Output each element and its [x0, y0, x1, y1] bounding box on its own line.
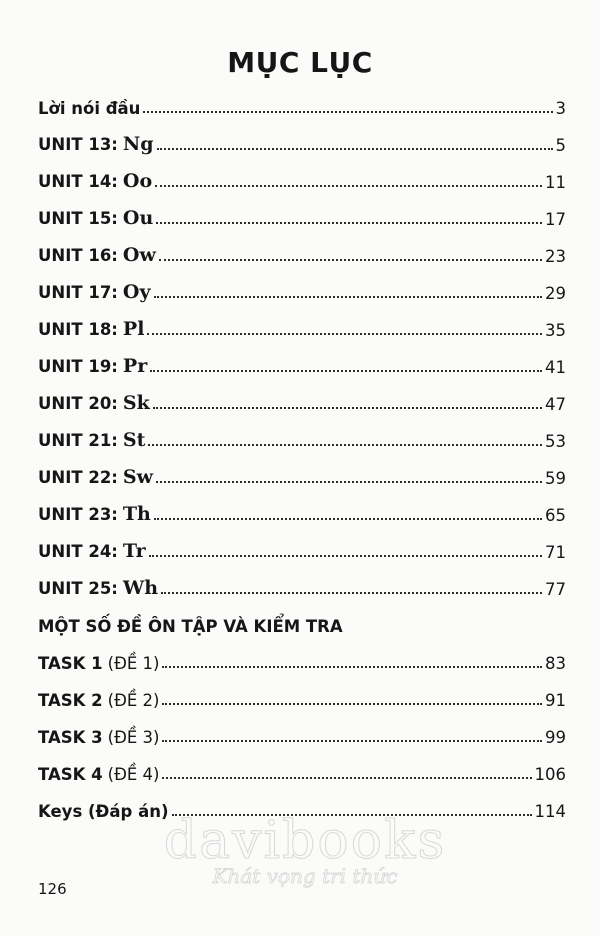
- dot-leader: [148, 443, 542, 446]
- toc-entry-unit: [38, 347, 566, 377]
- toc-page-number: 3: [555, 99, 566, 118]
- dot-leader: [162, 776, 531, 779]
- toc-entry-label: [38, 281, 151, 303]
- dot-leader: [156, 221, 542, 224]
- toc-entry-label: [38, 133, 154, 155]
- dot-leader: [162, 739, 542, 742]
- dot-leader: [153, 406, 542, 409]
- toc-entry-unit: [38, 199, 566, 229]
- toc-entry-unit: [38, 532, 566, 562]
- toc-page-number: 23: [545, 247, 566, 266]
- toc-page-number: 53: [545, 432, 566, 451]
- watermark-slogan: Khát vọng tri thức: [212, 864, 398, 888]
- toc-entry-label: [38, 207, 153, 229]
- toc-page-number: 114: [534, 802, 566, 821]
- unit-prefix: UNIT 19:: [38, 357, 118, 376]
- unit-code: Oo: [122, 170, 153, 192]
- dot-leader: [143, 110, 552, 113]
- task-sub: (ĐỀ 4): [107, 765, 160, 784]
- toc-entry-label: [38, 503, 151, 525]
- dot-leader: [157, 147, 553, 150]
- toc-entry-unit: [38, 421, 566, 451]
- unit-prefix: UNIT 21:: [38, 431, 118, 450]
- unit-code: Ou: [122, 207, 154, 229]
- page-title: MỤC LỤC: [227, 46, 373, 79]
- toc-entry-unit: [38, 273, 566, 303]
- toc-entry-intro: [38, 88, 566, 118]
- toc-entry-label: [38, 765, 159, 784]
- unit-prefix: UNIT 24:: [38, 542, 118, 561]
- unit-code: Ow: [122, 244, 156, 266]
- toc-entry-label: [38, 540, 146, 562]
- toc-page-number: 83: [545, 654, 566, 673]
- dot-leader: [162, 665, 542, 668]
- unit-prefix: UNIT 13:: [38, 135, 118, 154]
- toc-entry-label: [38, 466, 153, 488]
- toc-entry-unit: [38, 495, 566, 525]
- unit-code: Sw: [122, 466, 153, 488]
- dot-leader: [150, 369, 542, 372]
- watermark-brand: davibooks: [163, 811, 447, 871]
- toc-entry-label: [38, 691, 159, 710]
- unit-code: Pl: [122, 318, 145, 340]
- toc-entry-label: Lời nói đầu: [38, 99, 141, 118]
- task-label: TASK 2: [38, 691, 103, 710]
- toc-page-number: 99: [545, 728, 566, 747]
- toc-entry-unit: [38, 384, 566, 414]
- toc-entry-unit: [38, 162, 566, 192]
- toc-page-number: 11: [545, 173, 566, 192]
- unit-code: Th: [122, 503, 151, 525]
- toc-entry-task: [38, 717, 566, 747]
- unit-prefix: UNIT 18:: [38, 320, 118, 339]
- toc-entry-keys: [38, 791, 566, 821]
- toc-entry-label: [38, 728, 159, 747]
- unit-code: St: [122, 429, 146, 451]
- toc-entry-task: [38, 680, 566, 710]
- toc-entry-label: [38, 355, 147, 377]
- dot-leader: [161, 591, 542, 594]
- toc-entry-unit: [38, 236, 566, 266]
- toc-page-number: 17: [545, 210, 566, 229]
- dot-leader: [162, 702, 542, 705]
- task-sub: (ĐỀ 1): [107, 654, 160, 673]
- unit-prefix: UNIT 17:: [38, 283, 118, 302]
- dot-leader: [154, 517, 542, 520]
- dot-leader: [155, 184, 542, 187]
- toc-entry-task: [38, 754, 566, 784]
- toc-entry-label: [38, 392, 150, 414]
- dot-leader: [149, 554, 542, 557]
- watermark: [160, 812, 450, 888]
- toc-entry-unit: [38, 125, 566, 155]
- unit-code: Ng: [122, 133, 154, 155]
- unit-prefix: UNIT 14:: [38, 172, 118, 191]
- dot-leader: [147, 332, 542, 335]
- toc-entry-label: [38, 244, 156, 266]
- page-number: 126: [38, 880, 67, 898]
- unit-code: Sk: [122, 392, 150, 414]
- unit-code: Oy: [122, 281, 151, 303]
- unit-code: Tr: [122, 540, 146, 562]
- task-sub: (ĐỀ 3): [107, 728, 160, 747]
- unit-prefix: UNIT 15:: [38, 209, 118, 228]
- task-label: TASK 1: [38, 654, 103, 673]
- toc-page-number: 41: [545, 358, 566, 377]
- toc-page-number: 29: [545, 284, 566, 303]
- unit-prefix: UNIT 22:: [38, 468, 118, 487]
- toc-page-number: 71: [545, 543, 566, 562]
- unit-prefix: UNIT 16:: [38, 246, 118, 265]
- task-label: TASK 4: [38, 765, 103, 784]
- toc-page-number: 47: [545, 395, 566, 414]
- unit-prefix: UNIT 25:: [38, 579, 118, 598]
- toc-entry-label: [38, 429, 145, 451]
- toc-entry-unit: [38, 458, 566, 488]
- task-sub: (ĐỀ 2): [107, 691, 160, 710]
- unit-code: Pr: [122, 355, 148, 377]
- toc-entry-label: [38, 577, 158, 599]
- toc-page-number: 59: [545, 469, 566, 488]
- toc-page-number: 77: [545, 580, 566, 599]
- toc-page-number: 106: [534, 765, 566, 784]
- toc-entry-label: [38, 170, 152, 192]
- task-label: TASK 3: [38, 728, 103, 747]
- toc-entry-unit: [38, 569, 566, 599]
- toc-entry-task: [38, 643, 566, 673]
- toc-page-number: 65: [545, 506, 566, 525]
- dot-leader: [156, 480, 542, 483]
- dot-leader: [154, 295, 543, 298]
- unit-code: Wh: [122, 577, 159, 599]
- toc-entry-label: Keys (Đáp án): [38, 802, 169, 821]
- dot-leader: [172, 813, 532, 816]
- dot-leader: [159, 258, 542, 261]
- unit-prefix: UNIT 20:: [38, 394, 118, 413]
- unit-prefix: UNIT 23:: [38, 505, 118, 524]
- toc-page-number: 5: [555, 136, 566, 155]
- toc-entry-label: [38, 654, 159, 673]
- toc-section-heading: MỘT SỐ ĐỀ ÔN TẬP VÀ KIỂM TRA: [38, 617, 343, 636]
- toc-page-number: 91: [545, 691, 566, 710]
- toc-entry-label: [38, 318, 144, 340]
- toc-page-number: 35: [545, 321, 566, 340]
- toc-entry-unit: [38, 310, 566, 340]
